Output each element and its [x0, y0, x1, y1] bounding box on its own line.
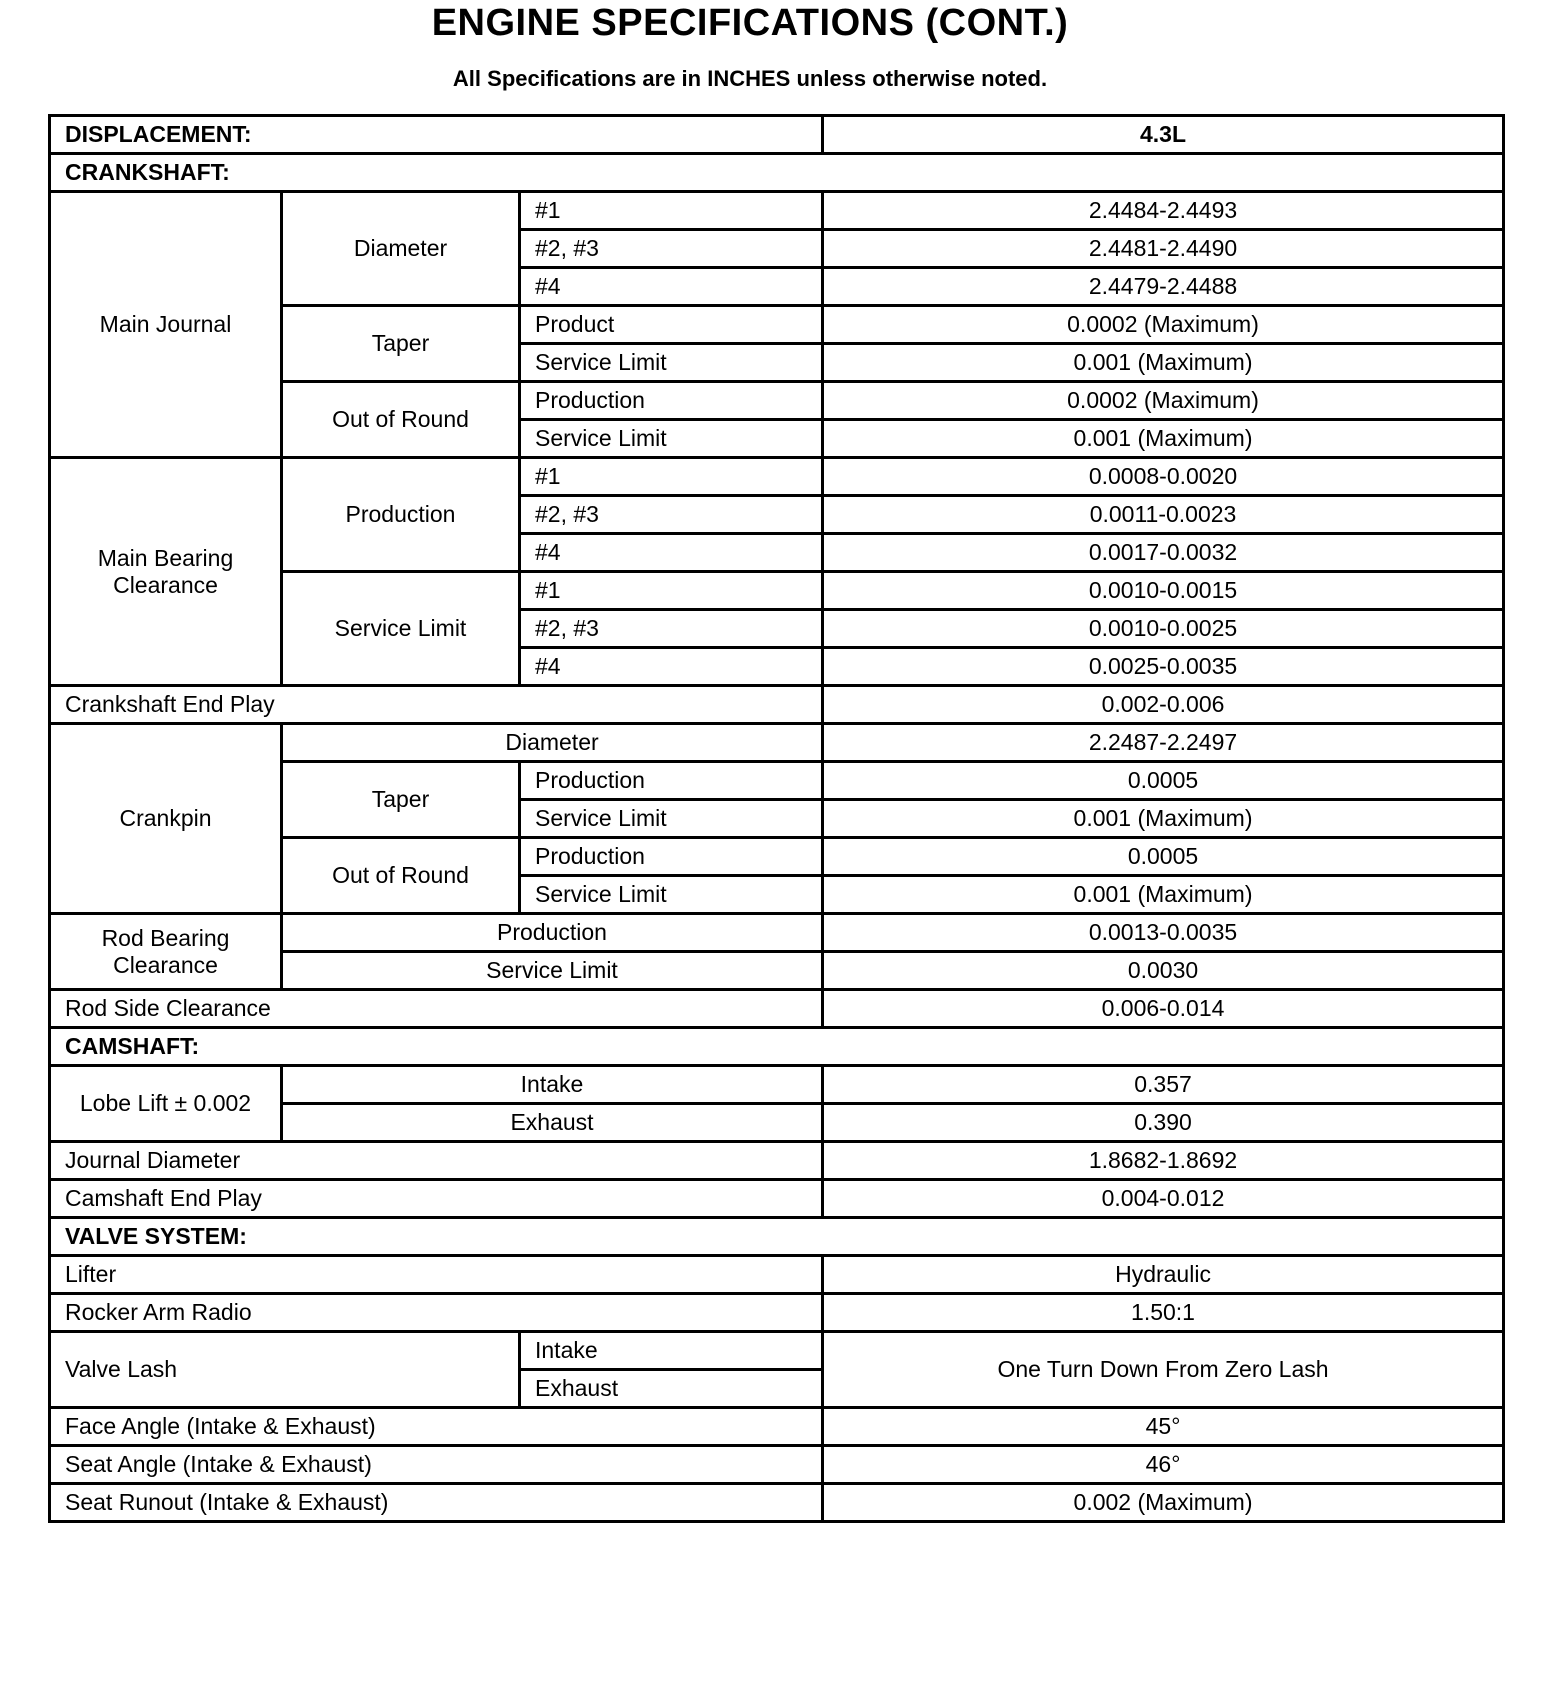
row-value: 45° — [823, 1408, 1504, 1446]
row-label: Seat Runout (Intake & Exhaust) — [50, 1484, 823, 1522]
row-label: Camshaft End Play — [50, 1180, 823, 1218]
row-label: #2, #3 — [520, 496, 823, 534]
subgroup-taper: Taper — [282, 762, 520, 838]
table-row — [50, 1408, 1504, 1446]
group-valve-lash: Valve Lash — [50, 1332, 520, 1408]
table-row — [50, 914, 1504, 952]
row-value: 0.0013-0.0035 — [823, 914, 1504, 952]
row-value: 0.004-0.012 — [823, 1180, 1504, 1218]
row-value: 0.001 (Maximum) — [823, 800, 1504, 838]
table-row — [50, 192, 1504, 230]
displacement-value: 4.3L — [823, 116, 1504, 154]
group-crankpin: Crankpin — [50, 724, 282, 914]
row-value: 2.4481-2.4490 — [823, 230, 1504, 268]
row-value: 0.0008-0.0020 — [823, 458, 1504, 496]
row-value: 0.001 (Maximum) — [823, 876, 1504, 914]
group-main-journal: Main Journal — [50, 192, 282, 458]
row-label: #4 — [520, 534, 823, 572]
subgroup-taper: Taper — [282, 306, 520, 382]
row-label: Exhaust — [520, 1370, 823, 1408]
row-label: #2, #3 — [520, 230, 823, 268]
row-label: Service Limit — [520, 800, 823, 838]
row-label: #1 — [520, 192, 823, 230]
page-subtitle: All Specifications are in INCHES unless otherwise noted. — [452, 66, 1048, 91]
table-row — [50, 1256, 1504, 1294]
row-label: Production — [520, 382, 823, 420]
table-row — [50, 990, 1504, 1028]
row-value: 0.001 (Maximum) — [823, 420, 1504, 458]
group-lobe-lift: Lobe Lift ± 0.002 — [50, 1066, 282, 1142]
subgroup-out-of-round: Out of Round — [282, 382, 520, 458]
subgroup-diameter: Diameter — [282, 192, 520, 306]
table-row — [50, 1332, 1504, 1370]
row-label: Rocker Arm Radio — [50, 1294, 823, 1332]
row-value: 0.0025-0.0035 — [823, 648, 1504, 686]
row-value: 0.0005 — [823, 762, 1504, 800]
table-row — [50, 1180, 1504, 1218]
row-value: 2.2487-2.2497 — [823, 724, 1504, 762]
section-row — [50, 154, 1504, 192]
row-label: #2, #3 — [520, 610, 823, 648]
table-row — [50, 458, 1504, 496]
row-label: Lifter — [50, 1256, 823, 1294]
row-value: One Turn Down From Zero Lash — [823, 1332, 1504, 1408]
page-title: ENGINE SPECIFICATIONS (CONT.) — [431, 2, 1069, 44]
row-label: Production — [282, 914, 823, 952]
row-value: 0.0010-0.0015 — [823, 572, 1504, 610]
table-row — [50, 1294, 1504, 1332]
row-value: 0.001 (Maximum) — [823, 344, 1504, 382]
row-label: Service Limit — [520, 876, 823, 914]
row-value: 2.4479-2.4488 — [823, 268, 1504, 306]
subgroup-production: Production — [282, 458, 520, 572]
table-row — [50, 1484, 1504, 1522]
row-label: Service Limit — [520, 344, 823, 382]
row-value: 0.002-0.006 — [823, 686, 1504, 724]
section-row — [50, 1028, 1504, 1066]
engine-spec-table — [48, 114, 1505, 1523]
row-value: 0.002 (Maximum) — [823, 1484, 1504, 1522]
row-value: 1.50:1 — [823, 1294, 1504, 1332]
row-value: 0.390 — [823, 1104, 1504, 1142]
row-value: Hydraulic — [823, 1256, 1504, 1294]
row-label: Diameter — [282, 724, 823, 762]
row-label: Intake — [520, 1332, 823, 1370]
row-label: #1 — [520, 458, 823, 496]
subgroup-service-limit: Service Limit — [282, 572, 520, 686]
row-label: Service Limit — [282, 952, 823, 990]
row-value: 0.357 — [823, 1066, 1504, 1104]
row-value: 0.0002 (Maximum) — [823, 306, 1504, 344]
row-label: Journal Diameter — [50, 1142, 823, 1180]
row-value: 0.006-0.014 — [823, 990, 1504, 1028]
subgroup-out-of-round: Out of Round — [282, 838, 520, 914]
table-row — [50, 1446, 1504, 1484]
row-value: 0.0002 (Maximum) — [823, 382, 1504, 420]
row-label: Intake — [282, 1066, 823, 1104]
section-valve-system: VALVE SYSTEM: — [50, 1218, 1504, 1256]
group-main-bearing-clearance: Main Bearing Clearance — [50, 458, 282, 686]
group-rod-bearing-clearance: Rod Bearing Clearance — [50, 914, 282, 990]
table-row — [50, 724, 1504, 762]
row-label: Production — [520, 838, 823, 876]
row-label: Service Limit — [520, 420, 823, 458]
section-row — [50, 1218, 1504, 1256]
table-row — [50, 1142, 1504, 1180]
row-value: 1.8682-1.8692 — [823, 1142, 1504, 1180]
row-value: 0.0005 — [823, 838, 1504, 876]
row-value: 0.0030 — [823, 952, 1504, 990]
row-label: Face Angle (Intake & Exhaust) — [50, 1408, 823, 1446]
section-camshaft: CAMSHAFT: — [50, 1028, 1504, 1066]
row-label: #1 — [520, 572, 823, 610]
row-value: 2.4484-2.4493 — [823, 192, 1504, 230]
row-label: Production — [520, 762, 823, 800]
row-label: Product — [520, 306, 823, 344]
row-label: #4 — [520, 268, 823, 306]
row-value: 0.0010-0.0025 — [823, 610, 1504, 648]
row-label: Seat Angle (Intake & Exhaust) — [50, 1446, 823, 1484]
row-value: 46° — [823, 1446, 1504, 1484]
row-label: #4 — [520, 648, 823, 686]
displacement-label: DISPLACEMENT: — [50, 116, 823, 154]
row-label: Crankshaft End Play — [50, 686, 823, 724]
row-value: 0.0017-0.0032 — [823, 534, 1504, 572]
table-row — [50, 686, 1504, 724]
row-label: Rod Side Clearance — [50, 990, 823, 1028]
row-label: Exhaust — [282, 1104, 823, 1142]
row-value: 0.0011-0.0023 — [823, 496, 1504, 534]
section-crankshaft: CRANKSHAFT: — [50, 154, 1504, 192]
table-row — [50, 116, 1504, 154]
table-row — [50, 1066, 1504, 1104]
